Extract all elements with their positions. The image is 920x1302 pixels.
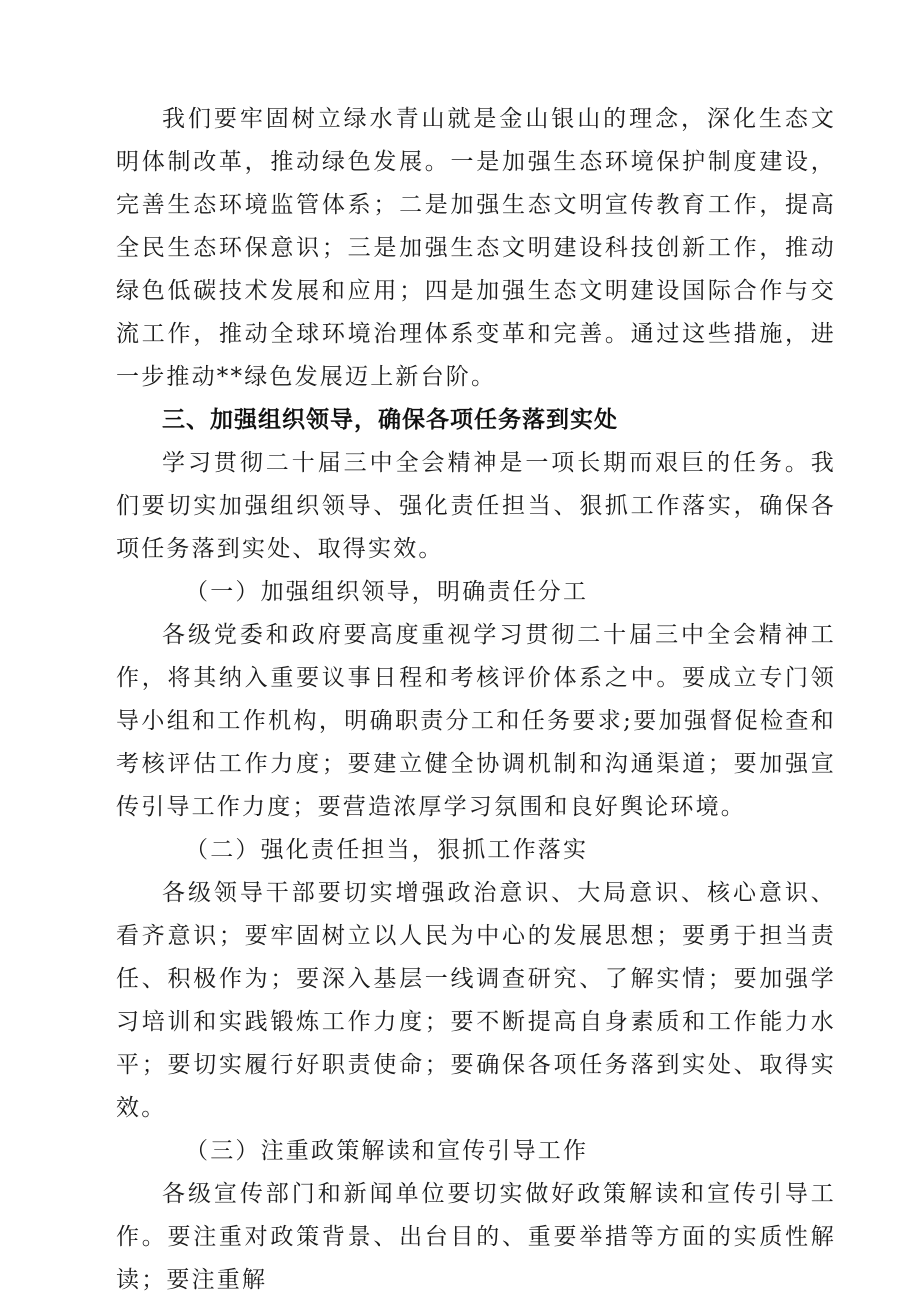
subheading-three: （三）注重政策解读和宣传引导工作 — [185, 1138, 589, 1164]
paragraph-intro-section-three: 学习贯彻二十届三中全会精神是一项长期而艰巨的任务。我们要切实加强组织领导、强化责任担当、狠抓工作落实，确保各项任务落到实处、取得实效。 — [116, 450, 836, 562]
paragraph-ecology: 我们要牢固树立绿水青山就是金山银山的理念，深化生态文明体制改革，推动绿色发展。一是加强生态环境保护制度建设，完善生态环境监管体系；二是加强生态文明宣传教育工作，提高全民生态环保意识；三是加强生态文明建设科技创新工作，推动绿色低碳技术发展和应用；四是加强生态文明建设国际合作与交流工作，推动全球环境治理体系变革和完善。通过这些措施，进一步推动**绿色发展迈上新台阶。 — [116, 106, 836, 390]
subheading-one: （一）加强组织领导，明确责任分工 — [185, 579, 589, 605]
subheading-two: （二）强化责任担当，狠抓工作落实 — [185, 837, 589, 863]
section-heading-three: 三、加强组织领导，确保各项任务落到实处 — [162, 407, 618, 433]
document-body — [116, 98, 836, 1302]
paragraph-subsection-two: 各级领导干部要切实增强政治意识、大局意识、核心意识、看齐意识；要牢固树立以人民为中心的发展思想；要勇于担当责任、积极作为；要深入基层一线调查研究、了解实情；要加强学习培训和实践锻炼工作力度；要不断提高自身素质和工作能力水平；要切实履行好职责使命；要确保各项任务落到实处、取得实效。 — [116, 880, 836, 1121]
paragraph-subsection-three: 各级宣传部门和新闻单位要切实做好政策解读和宣传引导工作。要注重对政策背景、出台目的、重要举措等方面的实质性解读；要注重解 — [116, 1181, 836, 1293]
paragraph-subsection-one: 各级党委和政府要高度重视学习贯彻二十届三中全会精神工作，将其纳入重要议事日程和考核评价体系之中。要成立专门领导小组和工作机构，明确职责分工和任务要求;要加强督促检查和考核评估工作力度；要建立健全协调机制和沟通渠道；要加强宣传引导工作力度；要营造浓厚学习氛围和良好舆论环境。 — [116, 622, 836, 820]
